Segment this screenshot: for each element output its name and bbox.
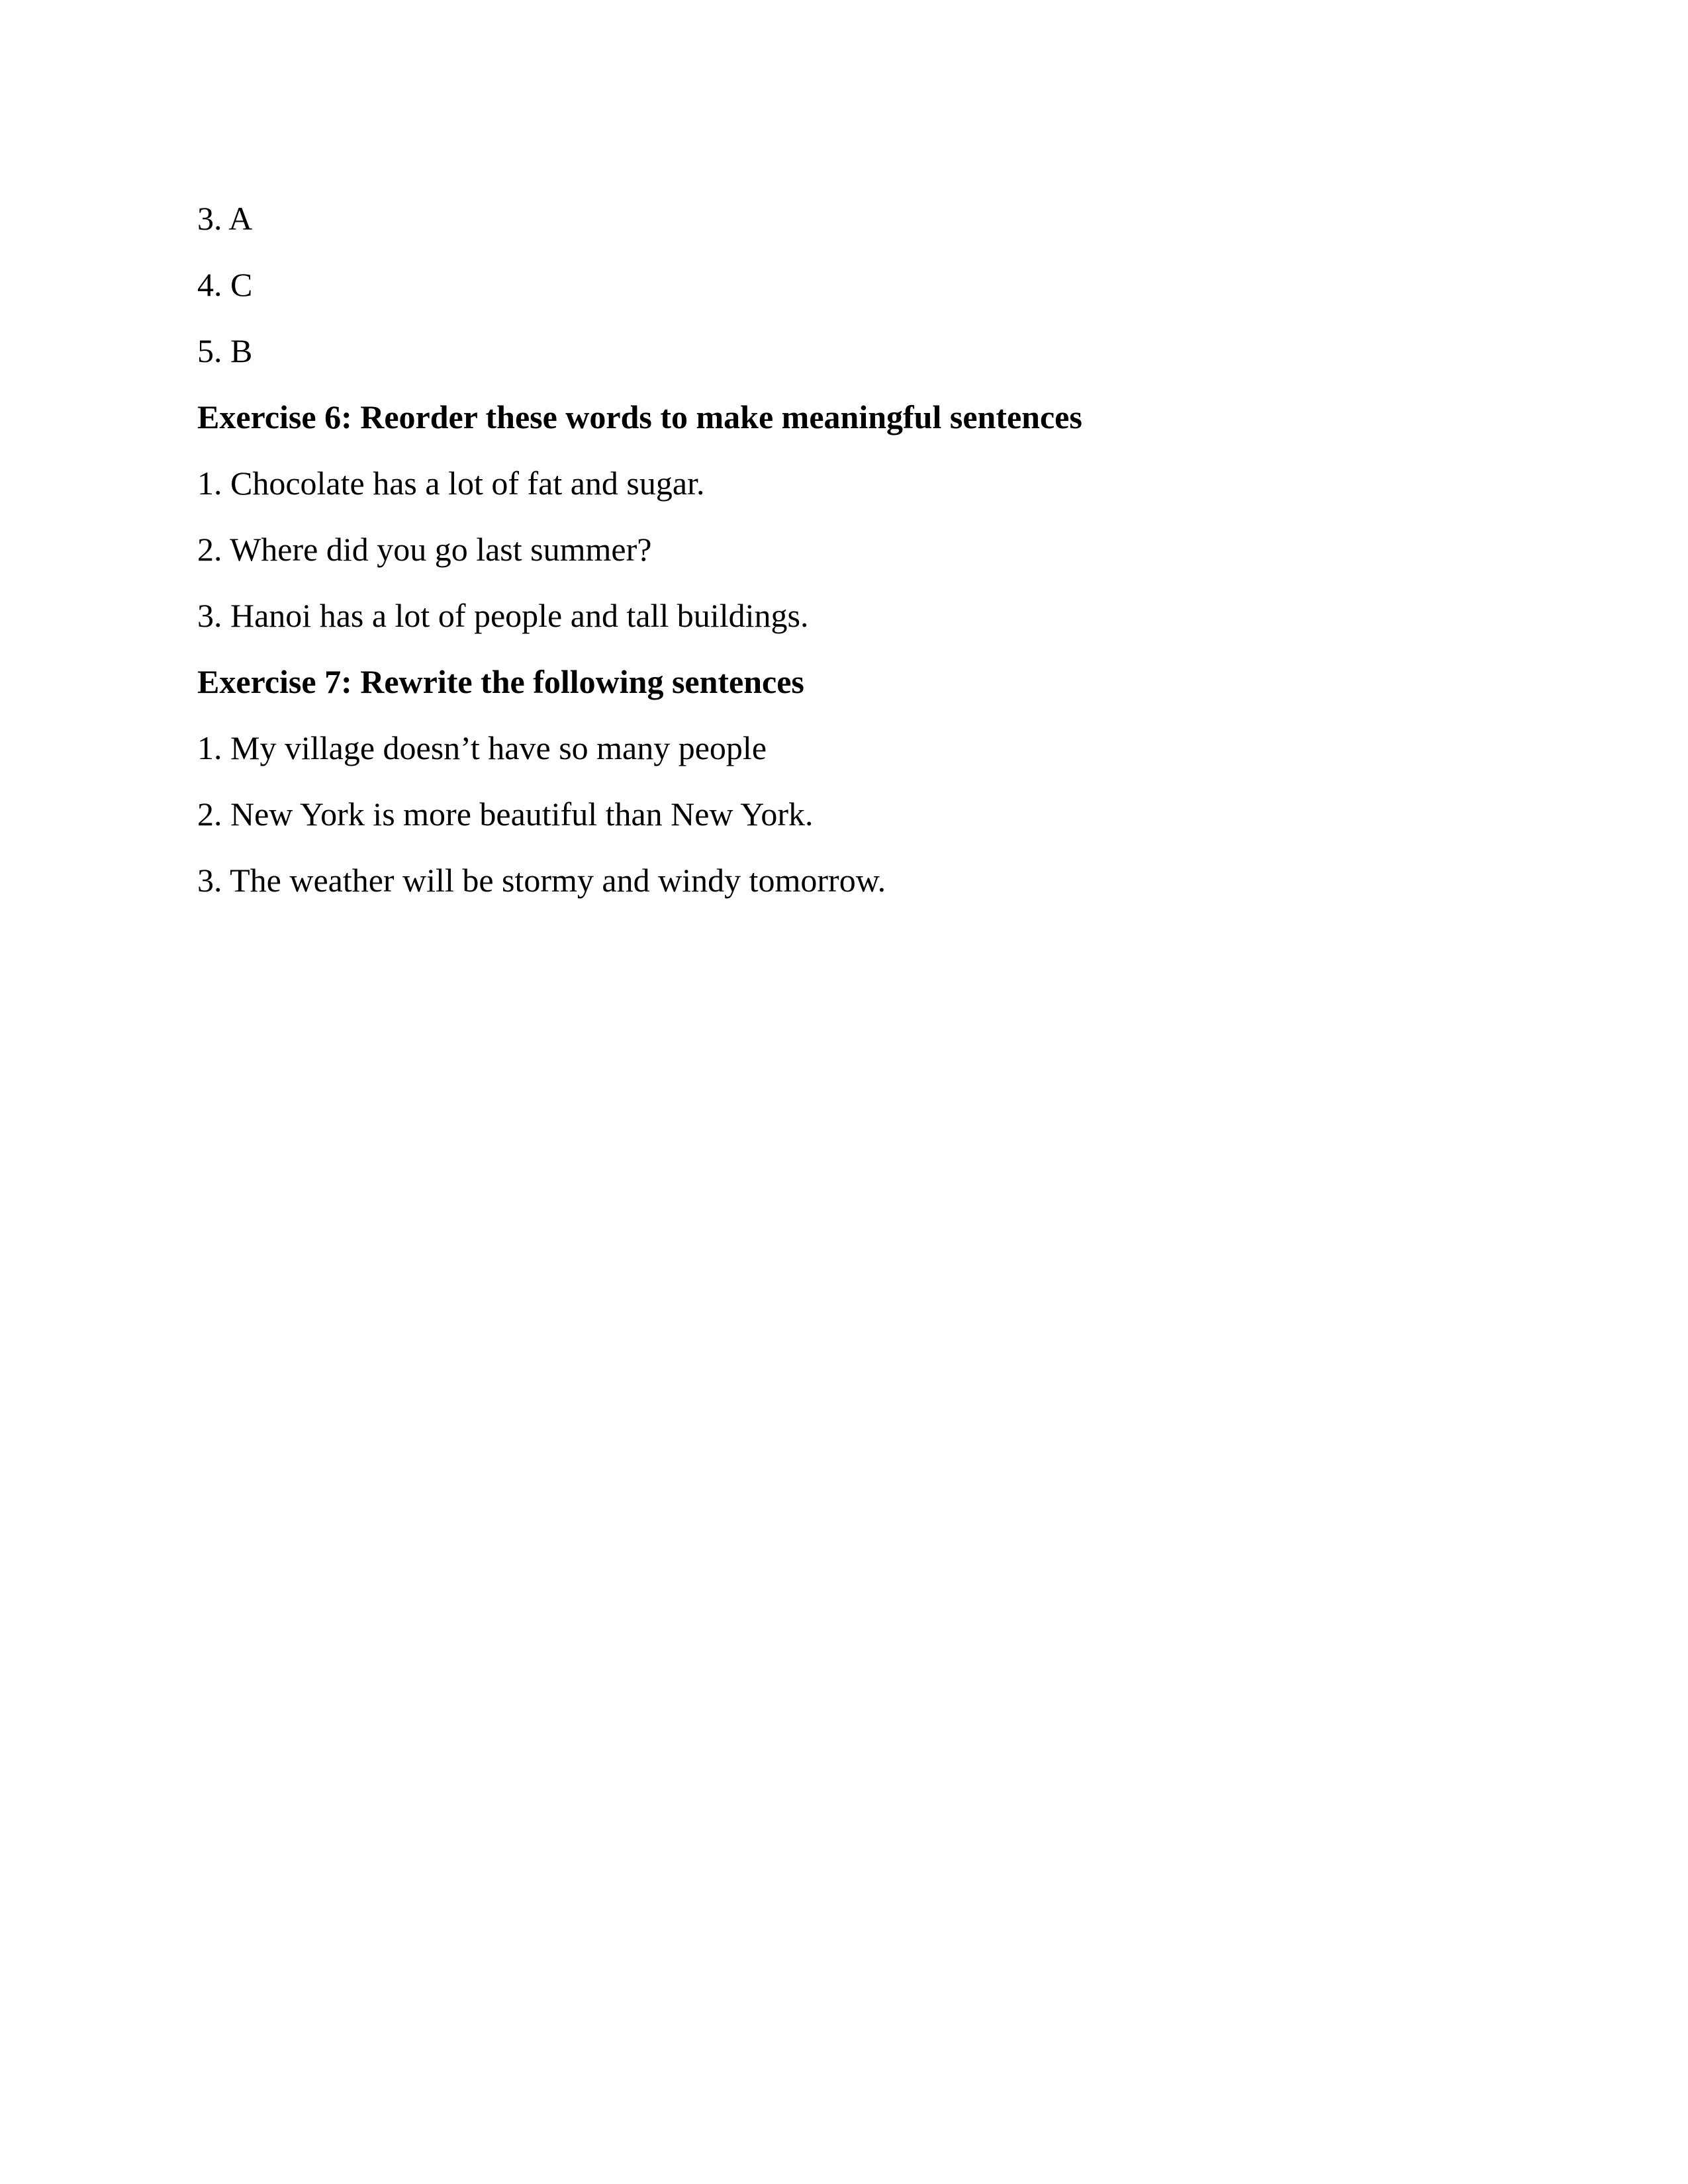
document-body — [197, 192, 1508, 920]
exercise-7-item: 2. New York is more beautiful than New York. — [197, 796, 814, 833]
exercise-6-item: 3. Hanoi has a lot of people and tall buildings. — [197, 597, 809, 634]
answer-item: 5. B — [197, 332, 253, 369]
answer-item: 3. A — [197, 200, 253, 237]
exercise-7-item: 1. My village doesn’t have so many people — [197, 729, 767, 766]
exercise-7-heading: Exercise 7: Rewrite the following sentences — [197, 663, 804, 700]
answer-item: 4. C — [197, 266, 253, 303]
exercise-6-item: 2. Where did you go last summer? — [197, 531, 652, 568]
exercise-7-item: 3. The weather will be stormy and windy tomorrow. — [197, 862, 886, 899]
exercise-6-item: 1. Chocolate has a lot of fat and sugar. — [197, 465, 705, 502]
exercise-6-heading: Exercise 6: Reorder these words to make meaningful sentences — [197, 398, 1082, 435]
